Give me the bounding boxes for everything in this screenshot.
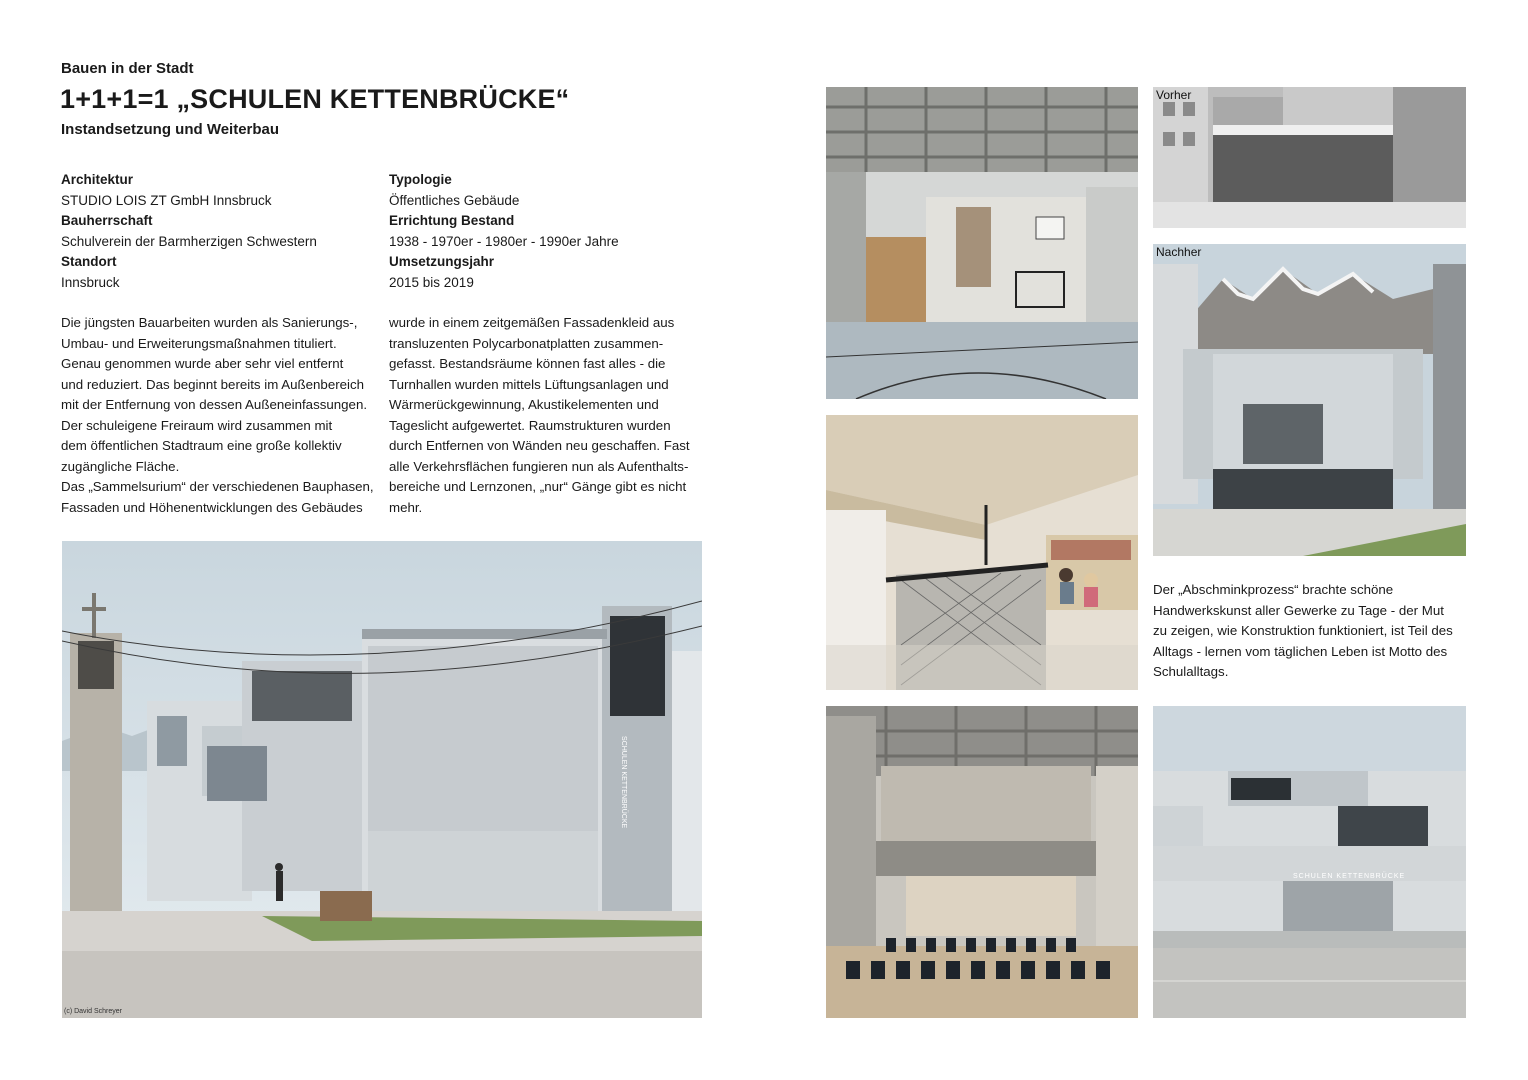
fact-label-typologie: Typologie — [389, 172, 452, 187]
body-text-left — [61, 313, 381, 518]
gym-interior-photo — [826, 87, 1138, 399]
fact-label-errichtung: Errichtung Bestand — [389, 213, 515, 229]
fact-label-architektur: Architektur — [61, 172, 134, 187]
section-kicker: Bauen in der Stadt — [61, 60, 194, 77]
body-line: Der schuleigene Freiraum wird zusammen mit — [61, 417, 333, 433]
fact-label-umsetzungsjahr: Umsetzungsjahr — [389, 254, 495, 270]
body-line: Genau genommen wurde aber sehr viel entfernt — [61, 356, 344, 371]
body-line: alle Verkehrsflächen fungieren nun als Aufenthalts- — [389, 458, 689, 474]
street-facade-illustration — [1153, 706, 1466, 1018]
main-exterior-photo — [62, 541, 702, 1018]
facts-right — [389, 170, 699, 294]
page-subtitle: Instandsetzung und Weiterbau — [61, 121, 280, 138]
fact-label-standort: Standort — [61, 254, 117, 270]
body-line: Die jüngsten Bauarbeiten wurden als Sanierungs-, — [61, 315, 358, 330]
caption-line: Alltags - lernen vom täglichen Leben ist Motto des — [1153, 643, 1448, 659]
photo-caption — [1153, 580, 1483, 683]
fact-value-errichtung: 1938 - 1970er - 1980er - 1990er Jahre — [389, 233, 619, 249]
page-title: 1+1+1=1 „SCHULEN KETTENBRÜCKE“ — [60, 84, 570, 114]
body-line: Wärmerückgewinnung, Akustikelementen und — [389, 397, 659, 412]
photo-credit: (c) David Schreyer — [64, 1008, 122, 1015]
fact-value-typologie: Öffentliches Gebäude — [389, 192, 520, 208]
body-line: bereiche und Lernzonen, „nur“ Gänge gibt es nicht — [389, 479, 687, 494]
learning-zone-illustration — [826, 415, 1138, 690]
fact-label-bauherrschaft: Bauherrschaft — [61, 213, 153, 229]
learning-zone-photo — [826, 415, 1138, 690]
caption-line: Schulalltags. — [1153, 664, 1229, 679]
street-facade-sign: SCHULEN KETTENBRÜCKE — [1293, 873, 1406, 880]
caption-line: Handwerkskunst aller Gewerke zu Tage - der Mut — [1153, 602, 1444, 618]
body-text-right — [389, 313, 709, 518]
body-line: Umbau- und Erweiterungsmaßnahmen tituliert. — [61, 335, 337, 351]
fact-value-umsetzungsjahr: 2015 bis 2019 — [389, 274, 474, 290]
facts-left — [61, 170, 361, 294]
body-line: Fassaden und Höhenentwicklungen des Gebäudes — [61, 499, 363, 515]
vorher-photo — [1153, 87, 1466, 228]
body-line: Tageslicht aufgewertet. Raumstrukturen wurden — [389, 417, 671, 433]
vorher-illustration — [1153, 87, 1466, 228]
gym-illustration — [826, 87, 1138, 399]
body-line: zugängliche Fläche. — [61, 458, 180, 474]
hall-illustration — [826, 706, 1138, 1018]
hall-interior-photo — [826, 706, 1138, 1018]
nachher-illustration — [1153, 244, 1466, 556]
nachher-photo — [1153, 244, 1466, 556]
body-line: Das „Sammelsurium“ der verschiedenen Bauphasen, — [61, 479, 374, 494]
body-line: wurde in einem zeitgemäßen Fassadenkleid aus — [389, 315, 675, 330]
street-facade-photo — [1153, 706, 1466, 1018]
body-line: mit der Entfernung von dessen Außeneinfassungen. — [61, 397, 368, 412]
body-line: transluzenten Polycarbonatplatten zusammen- — [389, 335, 664, 351]
vorher-label: Vorher — [1156, 88, 1192, 102]
body-line: gefasst. Bestandsräume können fast alles - die — [389, 356, 666, 371]
nachher-label: Nachher — [1156, 245, 1202, 259]
fact-value-architektur: STUDIO LOIS ZT GmbH Innsbruck — [61, 192, 272, 208]
exterior-illustration — [62, 541, 702, 1018]
fact-value-bauherrschaft: Schulverein der Barmherzigen Schwestern — [61, 233, 317, 249]
fact-value-standort: Innsbruck — [61, 274, 120, 290]
facade-sign: SCHULEN KETTENBRÜCKE — [620, 736, 627, 829]
body-line: Turnhallen wurden mittels Lüftungsanlagen und — [389, 376, 669, 392]
body-line: dem öffentlichen Stadtraum eine große kollektiv — [61, 438, 342, 453]
body-line: und reduziert. Das beginnt bereits im Außenbereich — [61, 376, 365, 392]
body-line: durch Entfernen von Wänden neu geschaffen. Fast — [389, 438, 690, 453]
caption-line: zu zeigen, wie Konstruktion funktioniert, ist Teil des — [1153, 623, 1453, 638]
body-line: mehr. — [389, 499, 423, 515]
caption-line: Der „Abschminkprozess“ brachte schöne — [1153, 582, 1394, 597]
